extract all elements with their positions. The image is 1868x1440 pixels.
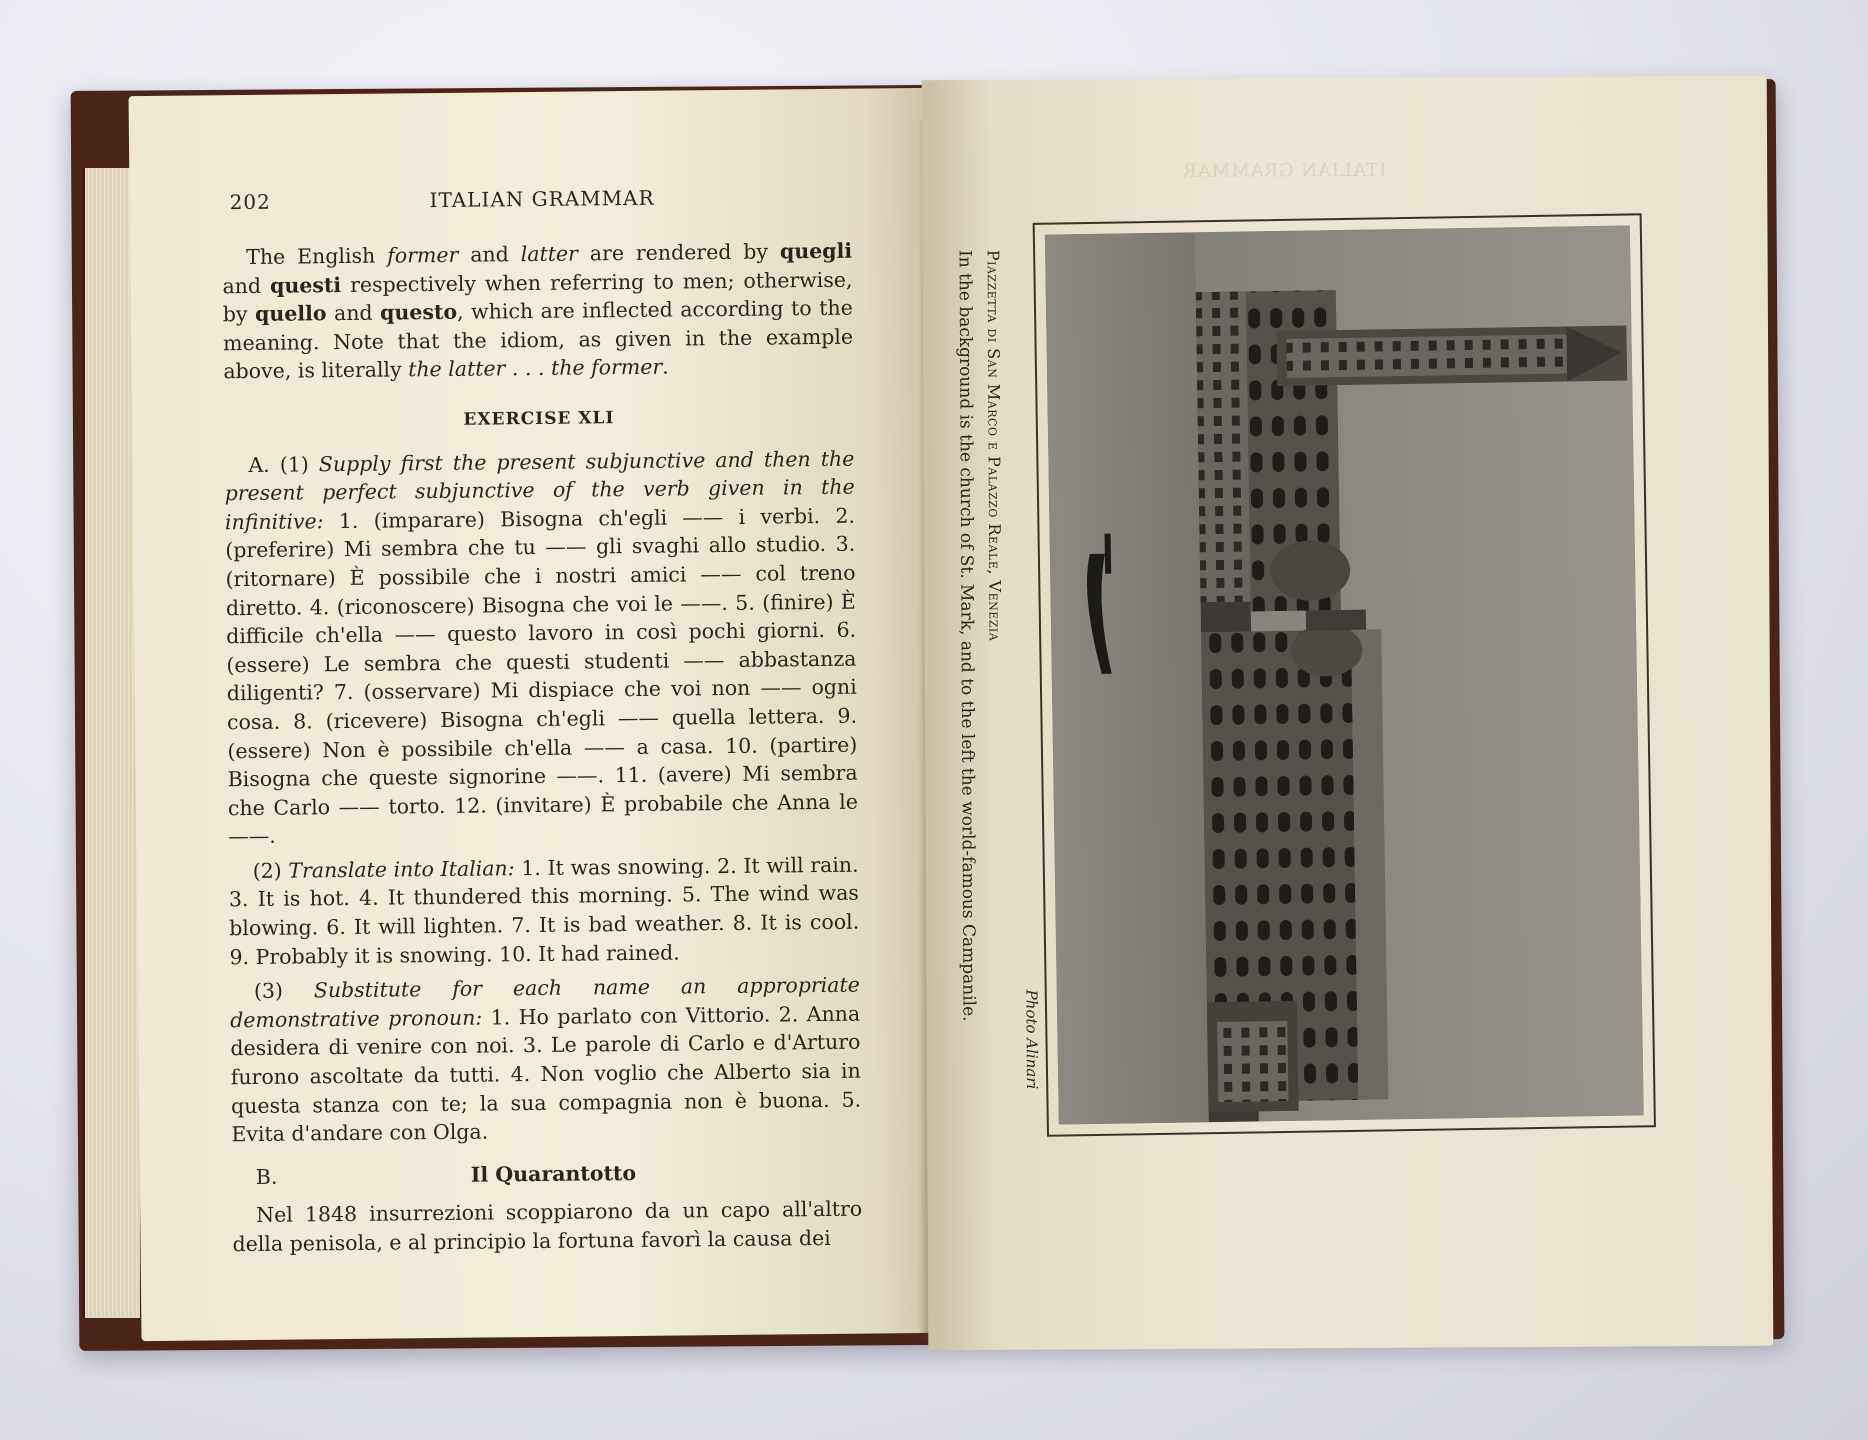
exercise-part-a2: (2) Translate into Italian: 1. It was snowing. 2. It will rain. 3. It is hot. 4. It thundered this morning. 5. The wind was blowing. 6. It will lighten. 7. It is bad weather. 8. It is cool. 9. Probably it is snowing. 10. It had rained. — [228, 852, 860, 969]
venice-photo-image — [1045, 225, 1644, 1124]
exercise-part-a1: A. (1) Supply first the present subjunctive and then the present perfect subjunctive of the verb given in the infinitive: 1. (imparare) Bisogna ch'egli —— i verbi. 2. (preferire) Mi sembra che tu —— gli svaghi allo studio. 3. (ritornare) È possibile che i nostri amici —— col treno diretto. 4. (riconoscere) Bisogna che voi le ——. 5. (finire) È difficile ch'ella —— questo lavoro in così pochi giorni. 6. (essere) Le sembra che questi studenti —— abbastanza diligenti? 7. (osservare) Mi dispiace che voi non —— ogni cosa. 8. (ricevere) Bisogna ch'egli —— quella lettera. 9. (essere) Non è possibile ch'ella —— a casa. 10. (partire) Bisogna che queste signorine ——. 11. (avere) Mi sembra che Carlo —— torto. 12. (invitare) È probabile che Anna le ——. — [224, 446, 859, 849]
part-b-heading — [232, 1156, 862, 1191]
photo-caption — [954, 249, 1041, 1150]
exercise-title: EXERCISE XLI — [463, 408, 615, 430]
exercise-part-a3: (3) Substitute for each name an appropriate demonstrative pronoun: 1. Ho parlato con Vittorio. 2. Anna desidera di venire con noi. 3. Le parole di Carlo e d'Arturo furono ascoltate da tutti. 4. Non voglio che Alberto sia in questa stanza con te; la sua compagnia non è buona. 5. Evita d'andare con Olga. — [230, 972, 862, 1147]
running-head — [229, 183, 869, 215]
photo-credit: Photo Alinari — [1022, 989, 1041, 1090]
page-number: 202 — [229, 189, 271, 215]
photo-frame — [1033, 213, 1656, 1136]
right-page — [922, 76, 1774, 1350]
intro-paragraph: The English former and latter are rendered by quegli and questi respectively when referring to men; otherwise, by quello and questo, which are inflected according to the meaning. Note that the idiom, as given in the example above, is literally the latter . . . the former. — [222, 238, 854, 384]
left-page — [129, 88, 942, 1341]
part-b-title: Il Quarantotto — [470, 1160, 637, 1187]
part-b-paragraph: Nel 1848 insurrezioni scoppiarono da un capo all'altro della penisola, e al principio la fortuna favorì la causa dei — [232, 1197, 863, 1257]
show-through-text: ITALIAN GRAMMAR — [1182, 159, 1387, 182]
running-title: ITALIAN GRAMMAR — [429, 185, 655, 213]
part-b-label: B. — [255, 1164, 278, 1189]
text-block — [222, 237, 863, 1265]
caption-title: Piazzetta di San Marco e Palazzo Reale, Venezia — [983, 249, 1005, 642]
caption-text: In the background is the church of St. Mark, and to the left the world-famous Campanile. — [954, 249, 979, 1022]
venice-photo — [1045, 225, 1644, 1124]
